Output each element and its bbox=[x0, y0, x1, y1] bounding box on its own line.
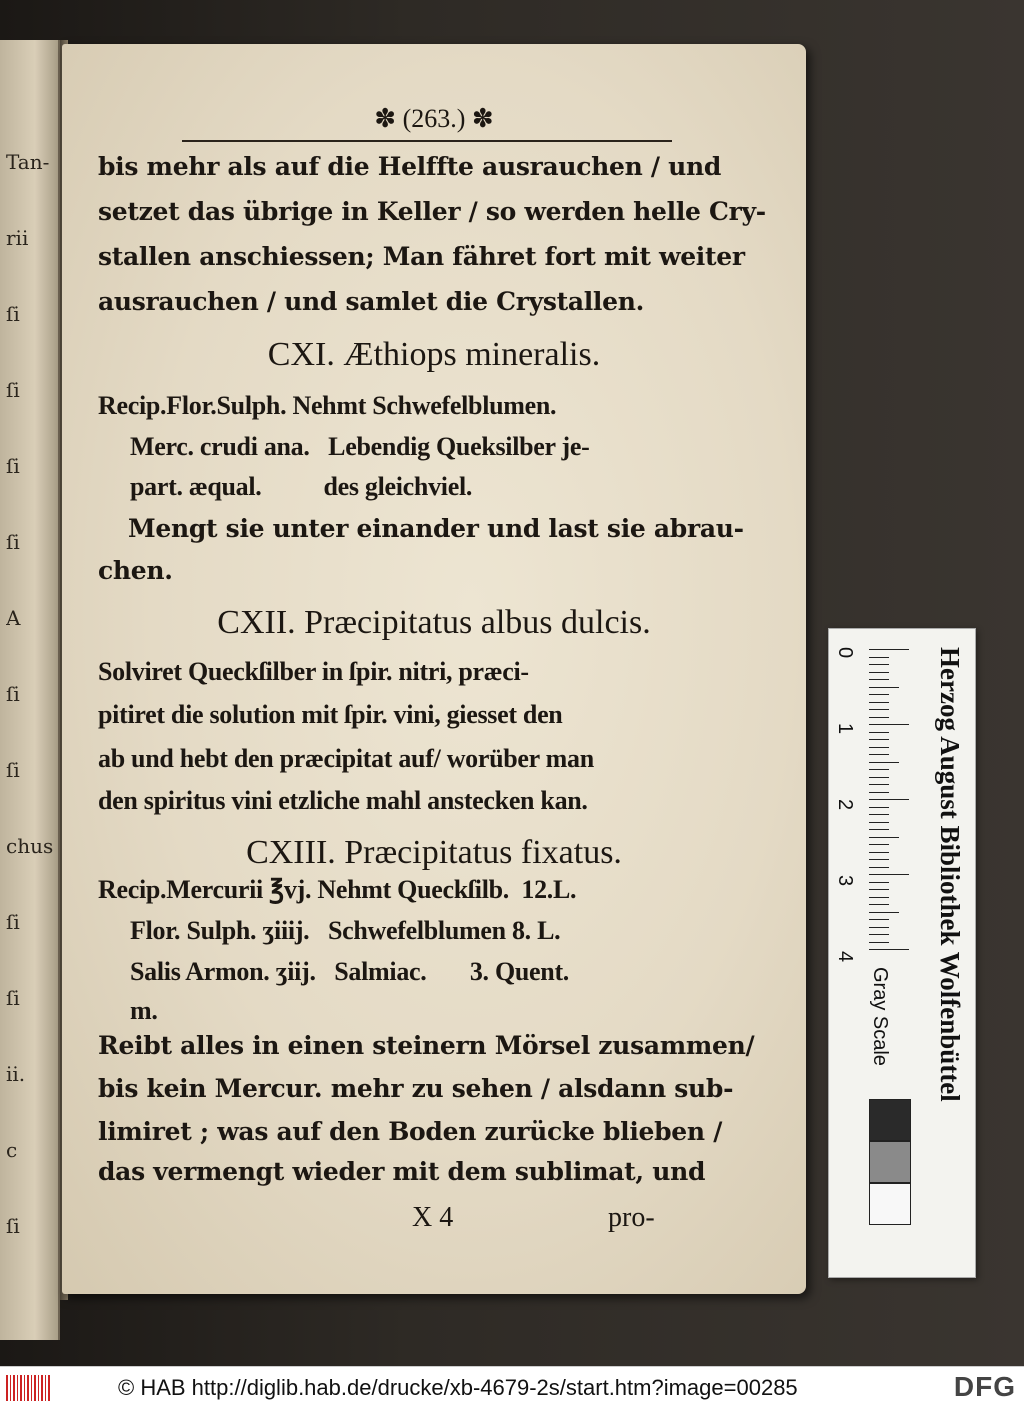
ruler-tick bbox=[869, 904, 889, 905]
ruler-tick bbox=[869, 724, 909, 725]
text-line: Recip.Mercurii ℥vj. Nehmt Queckſilb. 12.L. bbox=[98, 875, 577, 904]
ruler-tick bbox=[869, 814, 889, 815]
previous-page-fragment: c bbox=[6, 1138, 18, 1162]
ruler-tick bbox=[869, 822, 889, 823]
page-number: (263.) bbox=[402, 104, 466, 133]
ruler-tick bbox=[869, 747, 889, 748]
ruler-tick bbox=[869, 754, 889, 755]
card-title: Herzog August Bibliothek Wolfenbüttel bbox=[935, 647, 965, 1102]
previous-page-fragment: A bbox=[6, 606, 21, 630]
previous-page-fragment: ſi bbox=[6, 910, 20, 934]
section-heading: CXII. Præcipitatus albus dulcis. bbox=[217, 604, 651, 641]
ruler-tick bbox=[869, 942, 889, 943]
section-heading: CXIII. Præcipitatus fixatus. bbox=[246, 834, 622, 871]
text-line: Reibt alles in einen steinern Mörsel zusammen/ bbox=[98, 1031, 755, 1060]
ruler-tick bbox=[869, 934, 889, 935]
gray-swatch bbox=[869, 1099, 911, 1141]
ruler-tick bbox=[869, 702, 889, 703]
text-line: ausrauchen / und samlet die Crystallen. bbox=[98, 287, 645, 316]
previous-page-fragment: ſi bbox=[6, 454, 20, 478]
dfg-logo: DFG bbox=[953, 1371, 1016, 1402]
gray-swatch bbox=[869, 1183, 911, 1225]
catchword: pro- bbox=[608, 1202, 655, 1233]
previous-page-edge bbox=[0, 40, 60, 1340]
previous-page-fragment: ſi bbox=[6, 682, 20, 706]
previous-page-fragment: ii. bbox=[6, 1062, 26, 1086]
previous-page-fragment: ſi bbox=[6, 302, 20, 326]
ruler-tick bbox=[869, 769, 889, 770]
text-line: stallen anschiessen; Man fähret fort mit weiter bbox=[98, 242, 745, 271]
previous-page-fragment: ſi bbox=[6, 1214, 20, 1238]
ruler-tick bbox=[869, 867, 889, 868]
ruler-tick bbox=[869, 919, 889, 920]
header-rule bbox=[182, 140, 672, 142]
ruler-tick bbox=[869, 694, 889, 695]
previous-page-fragment: ſi bbox=[6, 378, 20, 402]
ruler-tick bbox=[869, 717, 889, 718]
ruler-tick bbox=[869, 889, 889, 890]
scale-card bbox=[828, 628, 976, 1278]
section-heading: CXI. Æthiops mineralis. bbox=[267, 336, 601, 373]
ruler-tick bbox=[869, 709, 889, 710]
ruler-number: 1 bbox=[834, 722, 857, 735]
ruler-tick bbox=[869, 762, 899, 763]
text-line: Recip.Flor.Sulph. Nehmt Schwefelblumen. bbox=[98, 391, 557, 420]
page-header bbox=[62, 104, 806, 134]
ruler-tick bbox=[869, 807, 889, 808]
ruler-tick bbox=[869, 859, 889, 860]
gray-swatch bbox=[869, 1141, 911, 1183]
text-line: Mengt sie unter einander und last sie abrau- bbox=[128, 514, 744, 543]
ruler-tick bbox=[869, 784, 889, 785]
text-line: part. æqual. des gleichviel. bbox=[130, 472, 473, 501]
ruler-tick bbox=[869, 852, 889, 853]
signature-mark: X 4 bbox=[412, 1202, 454, 1233]
text-line: bis kein Mercur. mehr zu sehen / alsdann sub- bbox=[98, 1074, 734, 1103]
ruler-tick bbox=[869, 649, 909, 650]
ruler-tick bbox=[869, 792, 889, 793]
ruler-tick bbox=[869, 732, 889, 733]
ruler-tick bbox=[869, 927, 889, 928]
previous-page-fragment: Tan- bbox=[6, 150, 50, 174]
text-line: das vermengt wieder mit dem sublimat, und bbox=[98, 1157, 706, 1186]
ornament-right-icon: ✽ bbox=[465, 104, 494, 133]
ruler-tick bbox=[869, 679, 889, 680]
text-line: pitiret die solution mit ſpir. vini, giesset den bbox=[98, 700, 563, 729]
ruler-number: 0 bbox=[834, 646, 857, 659]
text-line: ab und hebt den præcipitat auf/ worüber man bbox=[98, 744, 594, 773]
previous-page-fragment: rii bbox=[6, 226, 29, 250]
viewer-footer bbox=[0, 1366, 1024, 1407]
text-line: bis mehr als auf die Helffte ausrauchen / und bbox=[98, 152, 722, 181]
ruler-tick bbox=[869, 882, 889, 883]
text-line: m. bbox=[130, 996, 158, 1025]
ruler-tick bbox=[869, 844, 889, 845]
ruler-tick bbox=[869, 799, 909, 800]
previous-page-fragment: ſi bbox=[6, 986, 20, 1010]
ruler-tick bbox=[869, 672, 889, 673]
ruler-tick bbox=[869, 912, 899, 913]
text-line: Salis Armon. ʒiij. Salmiac. 3. Quent. bbox=[130, 957, 569, 986]
previous-page-fragment: ſi bbox=[6, 530, 20, 554]
text-line: Merc. crudi ana. Lebendig Queksilber je- bbox=[130, 432, 590, 461]
ruler-tick bbox=[869, 897, 889, 898]
copyright-link[interactable]: © HAB http://diglib.hab.de/drucke/xb-4679-2s/start.htm?image=00285 bbox=[118, 1375, 798, 1400]
ruler-tick bbox=[869, 829, 889, 830]
previous-page-fragment: ſi bbox=[6, 758, 20, 782]
ruler-tick bbox=[869, 777, 889, 778]
text-line: chen. bbox=[98, 556, 173, 585]
ruler-tick bbox=[869, 657, 889, 658]
ruler-tick bbox=[869, 837, 899, 838]
previous-page-fragment: chus bbox=[6, 834, 54, 858]
ruler-tick bbox=[869, 874, 909, 875]
ruler-number: 3 bbox=[834, 874, 857, 887]
ruler-tick bbox=[869, 687, 899, 688]
ruler-tick bbox=[869, 739, 889, 740]
ruler-number: 2 bbox=[834, 798, 857, 811]
hab-logo-icon bbox=[6, 1375, 50, 1401]
ruler-number: 4 bbox=[834, 950, 857, 963]
gray-scale-label: Gray Scale bbox=[869, 967, 891, 1066]
text-line: den spiritus vini etzliche mahl anstecken kan. bbox=[98, 786, 588, 815]
book-page bbox=[62, 44, 806, 1294]
text-line: Flor. Sulph. ʒiiij. Schwefelblumen 8. L. bbox=[130, 916, 561, 945]
ruler-tick bbox=[869, 664, 889, 665]
ornament-left-icon: ✽ bbox=[374, 104, 403, 133]
text-line: limiret ; was auf den Boden zurücke blieben / bbox=[98, 1117, 723, 1146]
text-line: Solviret Queckſilber in ſpir. nitri, præci- bbox=[98, 657, 529, 686]
text-line: setzet das übrige in Keller / so werden helle Cry- bbox=[98, 197, 766, 226]
ruler-tick bbox=[869, 949, 909, 950]
